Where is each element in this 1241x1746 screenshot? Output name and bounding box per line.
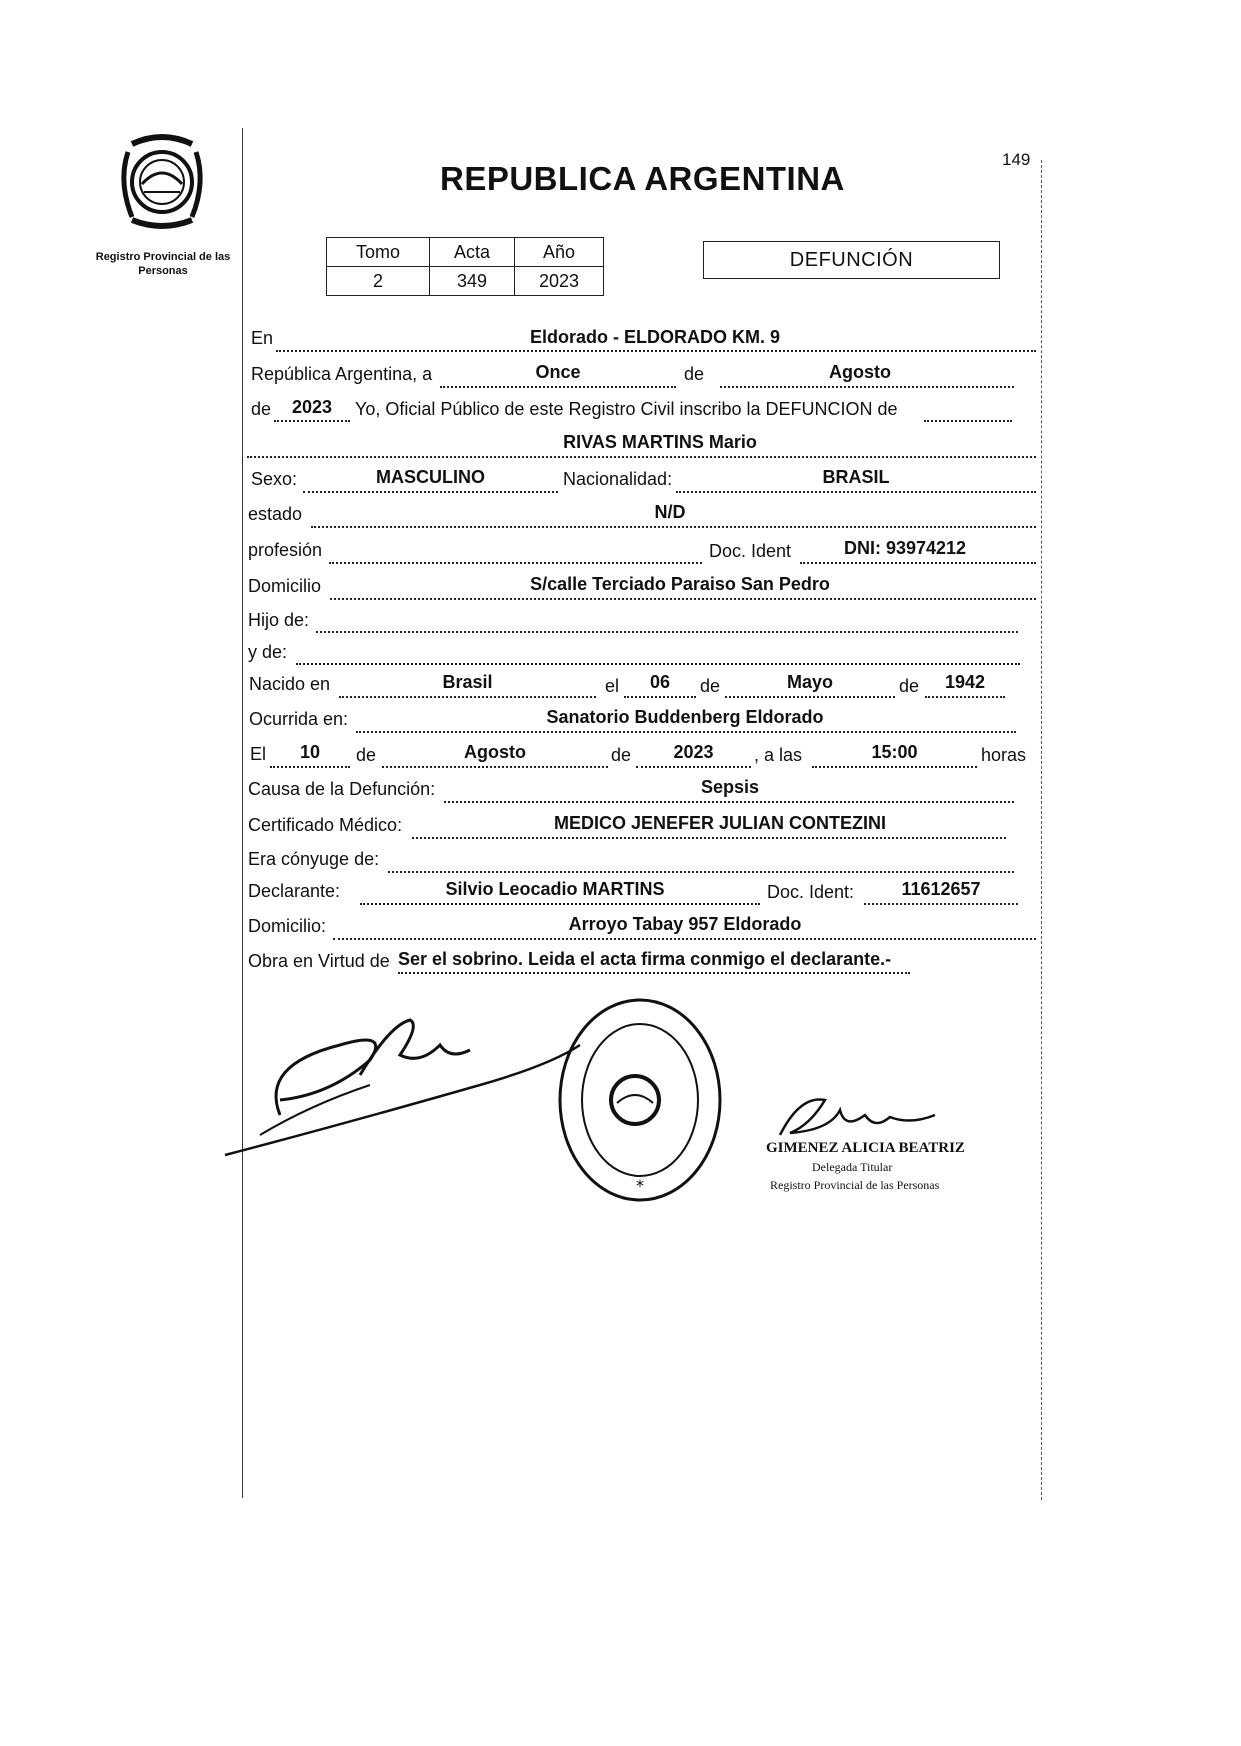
certificado-value: MEDICO JENEFER JULIAN CONTEZINI <box>553 813 887 833</box>
conyuge-label: Era cónyuge de: <box>248 849 380 869</box>
nacionalidad-dotline <box>676 491 1036 493</box>
nacido-anio-value: 1942 <box>944 672 986 692</box>
profesion-label: profesión <box>248 540 323 560</box>
official-stamp <box>555 995 725 1205</box>
right-margin-line <box>1041 160 1042 1500</box>
domicilio2-dotline <box>333 938 1036 940</box>
sexo-value: MASCULINO <box>376 467 485 487</box>
nacido-dia-value: 06 <box>649 672 671 692</box>
hijo-dotline <box>316 631 1018 633</box>
provincial-seal-logo <box>110 132 215 237</box>
mes-value: Agosto <box>829 362 891 382</box>
official-name: GIMENEZ ALICIA BEATRIZ <box>766 1140 965 1156</box>
hora-dotline <box>812 766 977 768</box>
muerte-mes-dotline <box>382 766 608 768</box>
certificado-label: Certificado Médico: <box>248 815 403 835</box>
ocurrida-dotline <box>356 731 1016 733</box>
de-label-1: de <box>684 364 705 384</box>
ocurrida-label: Ocurrida en: <box>249 709 349 729</box>
record-type-box <box>703 241 1000 279</box>
muerte-de2-label: de <box>611 745 632 765</box>
doc2-value: 11612657 <box>901 879 981 899</box>
table-header-acta: Acta <box>430 238 515 267</box>
muerte-anio-dotline <box>636 766 751 768</box>
muerte-dia-dotline <box>270 766 350 768</box>
doc-label: Doc. Ident <box>709 541 792 561</box>
alas-label: , a las <box>754 745 803 765</box>
table-value-acta: 349 <box>430 267 515 296</box>
nacido-anio-dotline <box>925 696 1005 698</box>
hijo-label: Hijo de: <box>248 610 310 630</box>
yo-end-dotline <box>924 420 1012 422</box>
estado-label: estado <box>248 504 303 524</box>
anio-value: 2023 <box>291 397 333 417</box>
official-signature <box>770 1085 950 1145</box>
estado-dotline <box>311 526 1036 528</box>
muerte-anio-value: 2023 <box>673 742 714 762</box>
nacionalidad-label: Nacionalidad: <box>563 469 673 489</box>
obra-value: Ser el sobrino. Leida el acta firma conmigo el declarante.- <box>398 949 892 969</box>
declarante-dotline <box>360 903 760 905</box>
left-margin-line <box>242 128 243 1498</box>
republica-label: República Argentina, a <box>251 364 433 384</box>
muerte-dia-value: 10 <box>299 742 321 762</box>
en-dotline <box>276 350 1036 352</box>
doc2-label: Doc. Ident: <box>767 882 855 902</box>
svg-text:*: * <box>636 1176 644 1195</box>
nacido-mes-value: Mayo <box>786 672 833 692</box>
en-value: Eldorado - ELDORADO KM. 9 <box>529 327 780 347</box>
declarante-value: Silvio Leocadio MARTINS <box>445 879 665 899</box>
mes-dotline <box>720 386 1014 388</box>
sexo-label: Sexo: <box>251 469 298 489</box>
table-header-anio: Año <box>515 238 604 267</box>
causa-value: Sepsis <box>700 777 760 797</box>
doc2-dotline <box>864 903 1018 905</box>
record-table <box>326 237 604 296</box>
page-number: 149 <box>1002 150 1031 169</box>
domicilio2-value: Arroyo Tabay 957 Eldorado <box>568 914 802 934</box>
muerte-de1-label: de <box>356 745 377 765</box>
nombre-dotline <box>247 456 1036 458</box>
domicilio2-label: Domicilio: <box>248 916 327 936</box>
obra-label: Obra en Virtud de <box>248 951 390 971</box>
record-type-label: DEFUNCIÓN <box>789 248 914 271</box>
nacido-de2-label: de <box>899 676 920 696</box>
nacido-mes-dotline <box>725 696 895 698</box>
ocurrida-value: Sanatorio Buddenberg Eldorado <box>546 707 824 727</box>
hora-value: 15:00 <box>871 742 918 762</box>
estado-value: N/D <box>654 502 686 522</box>
sexo-dotline <box>303 491 558 493</box>
yde-dotline <box>296 663 1020 665</box>
en-label: En <box>251 328 274 348</box>
doc-value: DNI: 93974212 <box>843 538 967 558</box>
causa-label: Causa de la Defunción: <box>248 779 436 799</box>
yde-label: y de: <box>248 642 288 662</box>
nacido-lugar-dotline <box>339 696 596 698</box>
causa-dotline <box>444 801 1014 803</box>
official-role: Delegada Titular <box>812 1160 893 1174</box>
dia-letras-value: Once <box>535 362 581 382</box>
table-header-tomo: Tomo <box>327 238 430 267</box>
horas-label: horas <box>981 745 1027 765</box>
domicilio-dotline <box>330 598 1036 600</box>
dia-dotline <box>440 386 676 388</box>
nacido-label: Nacido en <box>249 674 331 694</box>
nacido-de1-label: de <box>700 676 721 696</box>
nacionalidad-value: BRASIL <box>822 467 890 487</box>
declarante-label: Declarante: <box>248 881 341 901</box>
nacido-el-label: el <box>605 676 620 696</box>
el-label: El <box>250 744 267 764</box>
anio-dotline <box>274 420 350 422</box>
nacido-dia-dotline <box>624 696 696 698</box>
official-office: Registro Provincial de las Personas <box>770 1178 940 1192</box>
declarant-signature <box>220 1005 600 1165</box>
obra-dotline <box>398 972 910 974</box>
nombre-value: RIVAS MARTINS Mario <box>563 432 757 452</box>
doc-dotline <box>800 562 1036 564</box>
domicilio-value: S/calle Terciado Paraiso San Pedro <box>530 574 830 594</box>
certificado-dotline <box>412 837 1006 839</box>
table-value-anio: 2023 <box>515 267 604 296</box>
anio-prefix-label: de <box>251 399 272 419</box>
table-value-tomo: 2 <box>327 267 430 296</box>
muerte-mes-value: Agosto <box>464 742 526 762</box>
seal-caption: Registro Provincial de las Personas <box>95 251 231 277</box>
yo-text: Yo, Oficial Público de este Registro Civil inscribo la DEFUNCION de <box>355 399 898 419</box>
nacido-lugar-value: Brasil <box>442 672 493 692</box>
profesion-dotline <box>329 562 702 564</box>
document-title: REPUBLICA ARGENTINA <box>440 160 845 197</box>
domicilio-label: Domicilio <box>248 576 322 596</box>
conyuge-dotline <box>388 871 1014 873</box>
